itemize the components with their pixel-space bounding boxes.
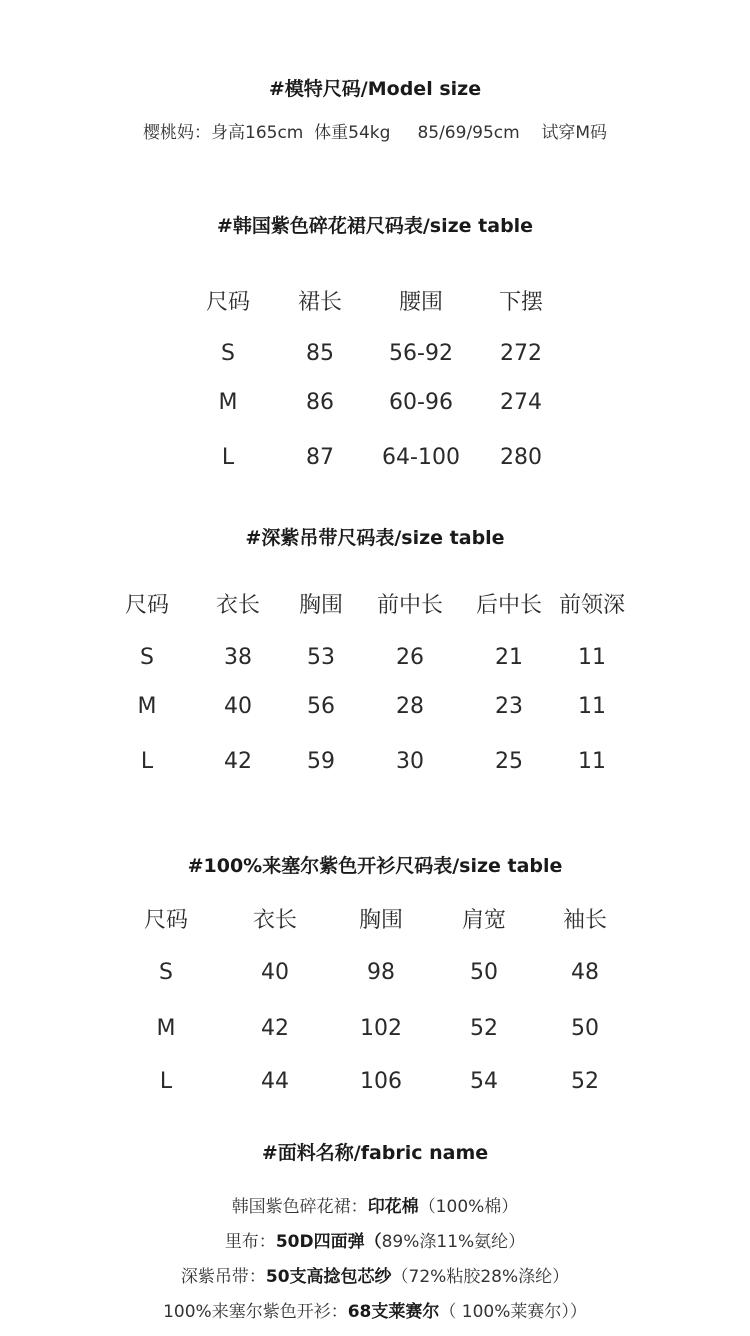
fabric-line-lining xyxy=(0,1227,750,1252)
table-cell: 21 xyxy=(495,645,523,670)
column-header: 腰围 xyxy=(398,290,444,315)
table-cell: 60-96 xyxy=(389,390,453,415)
column-header: 尺码 xyxy=(205,290,251,315)
table-cell: 40 xyxy=(224,694,252,719)
table-cell: S xyxy=(140,645,154,670)
column-header: 肩宽 xyxy=(461,908,507,933)
skirt-table-heading: #韩国紫色碎花裙尺码表/size table xyxy=(216,215,534,237)
table-cell: M xyxy=(137,694,157,719)
column-header: 袖长 xyxy=(562,908,608,933)
column-header: 前中长 xyxy=(376,593,444,618)
table-cell: 26 xyxy=(396,645,424,670)
table-cell: 30 xyxy=(396,749,424,774)
fabric-name: 50D四面弹（ xyxy=(275,1232,382,1252)
fabric-label: 里布： xyxy=(224,1232,276,1252)
table-cell: 50 xyxy=(470,960,498,985)
table-cell: M xyxy=(156,1016,176,1041)
column-header: 胸围 xyxy=(298,593,344,618)
column-header: 衣长 xyxy=(252,908,298,933)
fabric-detail: （72%粘胶28%涤纶） xyxy=(391,1267,570,1287)
table-cell: 44 xyxy=(261,1069,289,1094)
fabric-detail: 89%涤11%氨纶） xyxy=(381,1232,526,1252)
table-cell: 87 xyxy=(306,445,334,470)
fabric-line-cami xyxy=(0,1262,750,1287)
table-cell: 52 xyxy=(571,1069,599,1094)
column-header: 胸围 xyxy=(358,908,404,933)
table-cell: 42 xyxy=(224,749,252,774)
fabric-line-cardigan xyxy=(0,1297,750,1322)
table-cell: S xyxy=(159,960,173,985)
column-header: 尺码 xyxy=(143,908,189,933)
table-cell: 280 xyxy=(500,445,542,470)
fabric-detail: （ 100%莱赛尔）） xyxy=(439,1302,587,1322)
table-cell: 102 xyxy=(360,1016,402,1041)
column-header: 后中长 xyxy=(475,593,543,618)
column-header: 衣长 xyxy=(215,593,261,618)
table-cell: 274 xyxy=(500,390,542,415)
table-cell: 28 xyxy=(396,694,424,719)
fabric-label: 韩国紫色碎花裙： xyxy=(231,1197,368,1217)
table-cell: 11 xyxy=(578,694,606,719)
fabric-name: 印花棉 xyxy=(367,1197,419,1217)
column-header: 前领深 xyxy=(558,593,626,618)
table-cell: 106 xyxy=(360,1069,402,1094)
table-cell: 85 xyxy=(306,341,334,366)
table-cell: L xyxy=(221,445,235,470)
fabric-name: 50支高捻包芯纱 xyxy=(265,1267,392,1287)
table-cell: 25 xyxy=(495,749,523,774)
column-header: 下摆 xyxy=(498,290,544,315)
table-cell: L xyxy=(159,1069,173,1094)
table-cell: 59 xyxy=(307,749,335,774)
table-cell: 11 xyxy=(578,749,606,774)
fabric-name: 68支莱赛尔 xyxy=(347,1302,440,1322)
table-cell: 98 xyxy=(367,960,395,985)
table-cell: 38 xyxy=(224,645,252,670)
table-cell: 53 xyxy=(307,645,335,670)
table-cell: 23 xyxy=(495,694,523,719)
fabric-label: 100%来塞尔紫色开衫： xyxy=(163,1302,348,1322)
cami-table-heading: #深紫吊带尺码表/size table xyxy=(245,527,505,549)
model-size-heading: #模特尺码/Model size xyxy=(268,78,482,100)
table-cell: 42 xyxy=(261,1016,289,1041)
column-header: 尺码 xyxy=(124,593,170,618)
fabric-heading: #面料名称/fabric name xyxy=(261,1142,489,1164)
model-size-info: 樱桃妈：身高165cm 体重54kg 85/69/95cm 试穿M码 xyxy=(143,123,607,143)
cardigan-table-heading: #100%来塞尔紫色开衫尺码表/size table xyxy=(187,855,563,877)
table-cell: 52 xyxy=(470,1016,498,1041)
table-cell: 40 xyxy=(261,960,289,985)
table-cell: 64-100 xyxy=(382,445,460,470)
table-cell: 56 xyxy=(307,694,335,719)
table-cell: L xyxy=(140,749,154,774)
table-cell: S xyxy=(221,341,235,366)
table-cell: 50 xyxy=(571,1016,599,1041)
table-cell: 48 xyxy=(571,960,599,985)
fabric-label: 深紫吊带： xyxy=(180,1267,266,1287)
table-cell: 272 xyxy=(500,341,542,366)
fabric-line-skirt xyxy=(0,1192,750,1217)
table-cell: 54 xyxy=(470,1069,498,1094)
table-cell: 11 xyxy=(578,645,606,670)
table-cell: 86 xyxy=(306,390,334,415)
fabric-detail: （100%棉） xyxy=(418,1197,519,1217)
table-cell: 56-92 xyxy=(389,341,453,366)
column-header: 裙长 xyxy=(297,290,343,315)
table-cell: M xyxy=(218,390,238,415)
